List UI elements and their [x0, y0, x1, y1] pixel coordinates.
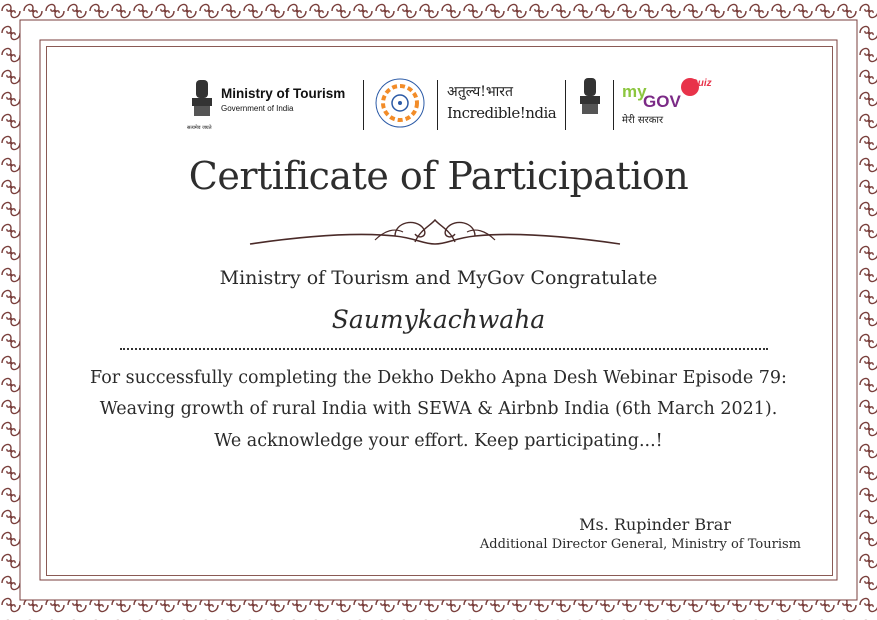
ministry-of-tourism-logo	[185, 74, 355, 132]
incredible-india-hindi: अतुल्य!भारत	[447, 84, 513, 100]
recipient-name: Saumykachwaha	[331, 305, 546, 334]
emblem-caption: सत्यमेव जयते	[187, 125, 212, 131]
ministry-subtitle: Government of India	[221, 104, 294, 113]
body-line: For successfully completing the Dekho Dekho Apna Desh Webinar Episode 79:	[90, 368, 787, 388]
mygov-gov: GOV	[643, 92, 681, 111]
signatory-name: Ms. Rupinder Brar	[579, 515, 731, 534]
logo-separator	[363, 80, 364, 130]
congratulate-line: Ministry of Tourism and MyGov Congratulate	[219, 267, 658, 289]
flourish-divider-icon	[245, 214, 625, 254]
logo-separator	[437, 80, 438, 130]
amrit-mahotsav-logo-icon	[373, 74, 427, 132]
mygov-quiz: Quiz	[690, 78, 712, 89]
incredible-india-wordmark: Incredible!ndia	[447, 104, 557, 122]
national-emblem-icon	[575, 74, 605, 132]
national-emblem-icon	[187, 76, 217, 124]
signatory-designation: Additional Director General, Ministry of Tourism	[479, 537, 801, 552]
ministry-title: Ministry of Tourism	[221, 86, 346, 101]
body-line: Weaving growth of rural India with SEWA & Airbnb India (6th March 2021).	[99, 399, 778, 419]
body-line: We acknowledge your effort. Keep participating...!	[214, 431, 663, 451]
mygov-hindi: मेरी सरकार	[622, 115, 664, 126]
logo-separator	[565, 80, 566, 130]
logo-separator	[613, 80, 614, 130]
certificate-title: Certificate of Participation	[188, 154, 689, 198]
mygov-my: my	[622, 82, 647, 101]
recipient-dotted-line	[120, 348, 768, 350]
logo-strip	[185, 74, 712, 132]
